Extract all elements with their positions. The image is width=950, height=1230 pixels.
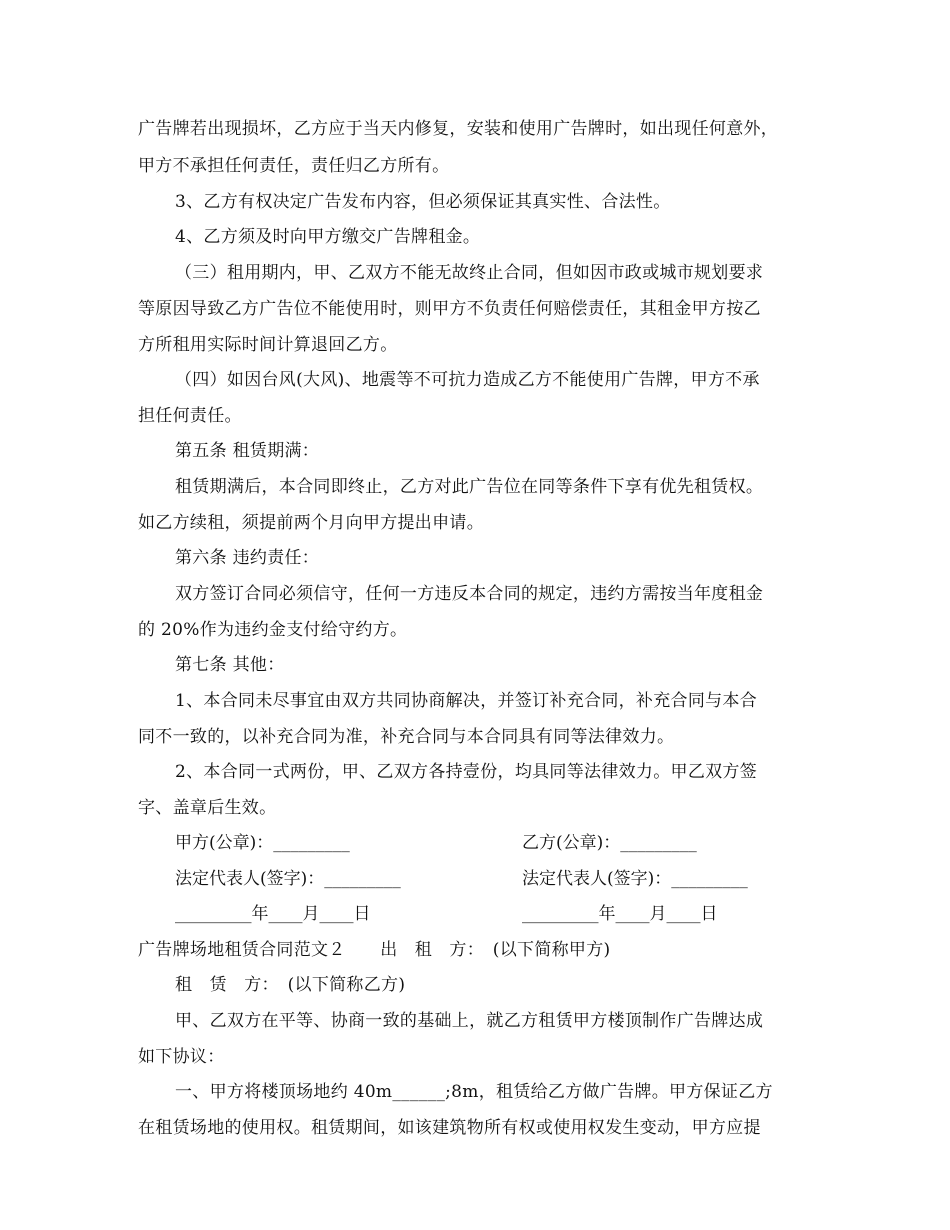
paragraph-line: 甲、乙双方在平等、协商一致的基础上，就乙方租赁甲方楼顶制作广告牌达成	[175, 1011, 764, 1031]
party-b-date: _________年____月____日	[522, 904, 718, 924]
paragraph-line: 双方签订合同必须信守，任何一方违反本合同的规定，违约方需按当年度租金	[175, 584, 764, 604]
article-7-heading: 第七条 其他：	[175, 655, 285, 675]
article-5-heading: 第五条 租赁期满：	[175, 441, 320, 461]
party-b-representative: 法定代表人(签字)：_________	[522, 869, 748, 889]
paragraph-line: 字、盖章后生效。	[138, 798, 277, 818]
paragraph-line: 方所租用实际时间计算退回乙方。	[138, 335, 398, 355]
lessee-line: 租 赁 方： (以下简称乙方)	[175, 975, 406, 995]
party-b-seal: 乙方(公章)：_________	[522, 833, 697, 853]
paragraph-line: 一、甲方将楼顶场地约 40m______;8m，租赁给乙方做广告牌。甲方保证乙方	[175, 1082, 773, 1102]
paragraph-line: 如下协议：	[138, 1047, 225, 1067]
paragraph-line: 同不一致的，以补充合同为准，补充合同与本合同具有同等法律效力。	[138, 727, 675, 747]
paragraph-line: 1、本合同未尽事宜由双方共同协商解决，并签订补充合同，补充合同与本合	[175, 691, 758, 711]
paragraph-line: 广告牌若出现损坏，乙方应于当天内修复，安装和使用广告牌时，如出现任何意外，	[138, 119, 779, 139]
paragraph-line: 等原因导致乙方广告位不能使用时，则甲方不负责任何赔偿责任，其租金甲方按乙	[138, 299, 761, 319]
clause-3: 3、乙方有权决定广告发布内容，但必须保证其真实性、合法性。	[175, 192, 671, 212]
party-a-representative: 法定代表人(签字)：_________	[175, 869, 401, 889]
paragraph-line: 租赁期满后，本合同即终止，乙方对此广告位在同等条件下享有优先租赁权。	[175, 477, 764, 497]
paragraph-line: 的 20%作为违约金支付给守约方。	[138, 620, 408, 640]
clause-4: 4、乙方须及时向甲方缴交广告牌租金。	[175, 227, 481, 247]
article-6-heading: 第六条 违约责任：	[175, 548, 320, 568]
paragraph-line: 担任何责任。	[138, 406, 242, 426]
party-a-seal: 甲方(公章)：_________	[175, 833, 350, 853]
section-4-line: （四）如因台风(大风)、地震等不可抗力造成乙方不能使用广告牌，甲方不承	[175, 370, 760, 390]
paragraph-line: 甲方不承担任何责任，责任归乙方所有。	[138, 156, 450, 176]
paragraph-line: 2、本合同一式两份，甲、乙双方各持壹份，均具同等法律效力。甲乙双方签	[175, 762, 758, 782]
paragraph-line: 如乙方续租，须提前两个月向甲方提出申请。	[138, 513, 484, 533]
sample-2-title: 广告牌场地租赁合同范文２ 出 租 方： (以下简称甲方)	[138, 940, 611, 960]
paragraph-line: 在租赁场地的使用权。租赁期间，如该建筑物所有权或使用权发生变动，甲方应提	[138, 1118, 761, 1138]
section-3-line: （三）租用期内，甲、乙双方不能无故终止合同，但如因市政或城市规划要求	[175, 263, 764, 283]
party-a-date: _________年____月____日	[175, 904, 371, 924]
